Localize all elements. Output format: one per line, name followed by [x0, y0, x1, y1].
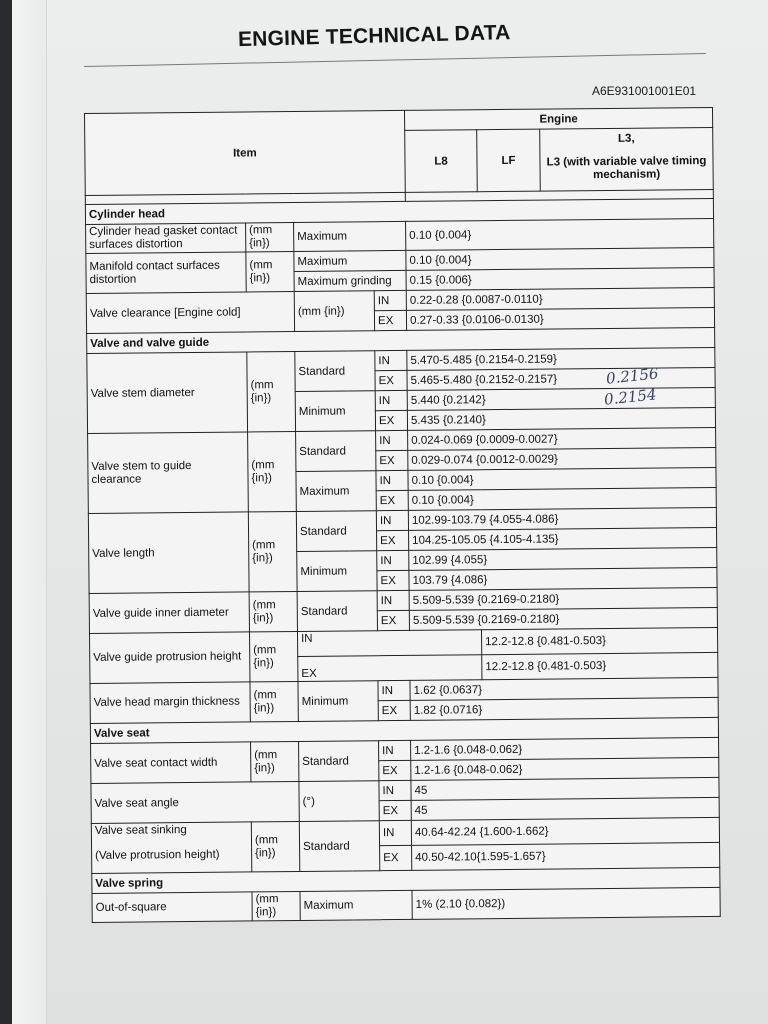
- lf-header: LF: [477, 129, 541, 192]
- condition-cell: Maximum: [300, 890, 412, 920]
- value-cell: 12.2-12.8 {0.481-0.503}: [482, 652, 718, 679]
- ex-label: EX: [379, 800, 411, 820]
- ex-label: EX: [379, 760, 411, 780]
- condition-cell: Standard: [297, 591, 377, 632]
- value-cell: 40.64-42.24 {1.600-1.662}: [411, 817, 719, 845]
- value-cell: 5.435 {0.2140}: [407, 407, 715, 430]
- in-label: IN: [379, 740, 411, 760]
- value-cell: 40.50-42.10{1.595-1.657}: [412, 842, 720, 870]
- condition-cell: Standard: [296, 511, 376, 552]
- section-valve-spring: Valve spring: [92, 867, 720, 893]
- section-valve-guide: Valve and valve guide: [87, 327, 715, 353]
- in-label: IN: [376, 510, 408, 530]
- in-label: IN: [377, 590, 409, 610]
- condition-cell: Standard: [296, 431, 376, 472]
- unit-cell: (mm {in}): [247, 351, 296, 431]
- value-cell: 103.79 {4.086}: [409, 567, 717, 590]
- item-valve-length: Valve length: [88, 512, 249, 594]
- value-cell: 5.509-5.539 {0.2169-0.2180}: [409, 607, 717, 630]
- value-cell: 1% (2.10 {0.082}): [412, 887, 720, 919]
- value-cell: 1.2-1.6 {0.048-0.062}: [411, 757, 719, 780]
- ex-label: EX: [377, 610, 409, 630]
- unit-cell: (°): [299, 781, 379, 822]
- condition-cell: Maximum: [294, 250, 406, 271]
- ex-label: EX: [376, 450, 408, 470]
- ex-label: EX: [376, 490, 408, 510]
- in-label: IN: [375, 390, 407, 410]
- item-head-margin: Valve head margin thickness: [90, 682, 250, 724]
- value-cell: 0.27-0.33 {0.0106-0.0130}: [406, 307, 714, 330]
- value-cell: 104.25-105.05 {4.105-4.135}: [409, 527, 717, 550]
- condition-cell: Maximum: [294, 221, 406, 251]
- l8-header: L8: [405, 130, 478, 193]
- in-label: IN: [297, 630, 481, 657]
- item-header: Item: [85, 110, 406, 195]
- unit-cell: (mm {in}): [248, 431, 297, 511]
- in-label: IN: [375, 350, 407, 370]
- value-cell: 0.029-0.074 {0.0012-0.0029}: [408, 447, 716, 470]
- item-out-of-square: Out-of-square: [92, 892, 252, 923]
- in-label: IN: [377, 550, 409, 570]
- ex-label: EX: [378, 700, 410, 720]
- in-label: IN: [379, 780, 411, 800]
- unit-cell: (mm {in}): [250, 681, 298, 721]
- value-cell: 5.470-5.485 {0.2154-0.2159}: [407, 347, 715, 370]
- ex-label: EX: [377, 530, 409, 550]
- value-cell: 1.2-1.6 {0.048-0.062}: [411, 737, 719, 760]
- section-cylinder-head: Cylinder head: [85, 198, 713, 224]
- condition-cell: Standard: [295, 351, 375, 392]
- condition-cell: Standard: [299, 821, 379, 872]
- in-label: IN: [376, 430, 408, 450]
- document-code: A6E931001001E01: [592, 84, 697, 98]
- ex-label: EX: [377, 570, 409, 590]
- condition-cell: Minimum: [295, 391, 375, 432]
- handwritten-note-ex: 0.2154: [603, 385, 658, 409]
- value-cell: 5.440 {0.2142}: [407, 387, 715, 410]
- item-gasket-distortion: Cylinder head gasket contact surfaces distortion: [86, 223, 246, 254]
- value-cell: 0.10 {0.004}: [408, 467, 716, 490]
- table-row: [92, 887, 720, 922]
- in-label: IN: [379, 820, 411, 845]
- condition-cell: Maximum: [296, 471, 376, 512]
- value-cell: 1.82 {0.0716}: [410, 697, 718, 720]
- seat-sinking-label: Valve seat sinking: [94, 824, 187, 837]
- item-seat-contact-width: Valve seat contact width: [91, 742, 251, 784]
- item-valve-stem-diameter: Valve stem diameter: [87, 352, 248, 434]
- unit-cell: (mm {in}): [246, 251, 294, 291]
- value-cell: 1.62 {0.0637}: [410, 677, 718, 700]
- condition-cell: Standard: [299, 741, 379, 782]
- value-cell: 0.10 {0.004}: [406, 218, 714, 250]
- ex-label: EX: [375, 410, 407, 430]
- item-seat-sinking: [91, 822, 251, 874]
- document-title: ENGINE TECHNICAL DATA: [237, 21, 511, 52]
- section-valve-seat: Valve seat: [90, 717, 718, 743]
- in-label: IN: [378, 680, 410, 700]
- item-guide-protrusion: Valve guide protrusion height: [89, 632, 249, 684]
- unit-cell: (mm {in}): [246, 222, 294, 251]
- value-cell: 45: [411, 777, 719, 800]
- seat-sinking-sublabel: (Valve protrusion height): [95, 848, 220, 862]
- value-cell: 0.15 {0.006}: [406, 267, 714, 290]
- unit-cell: (mm {in}): [251, 821, 299, 871]
- ex-label: EX: [374, 310, 406, 330]
- l3-header-top: L3,: [540, 127, 713, 148]
- engine-header: Engine: [405, 107, 713, 130]
- unit-cell: (mm {in}): [248, 511, 297, 591]
- item-guide-inner-diameter: Valve guide inner diameter: [89, 592, 249, 634]
- value-cell: 102.99 {4.055}: [409, 547, 717, 570]
- value-cell: 5.509-5.539 {0.2169-0.2180}: [409, 587, 717, 610]
- l3-header-bottom: L3 (with variable valve timing mechanism): [540, 147, 713, 191]
- value-cell: 5.465-5.480 {0.2152-0.2157}: [407, 367, 715, 390]
- ex-label: EX: [380, 845, 412, 870]
- page-binding-edge: [12, 0, 47, 1024]
- spec-table-wrapper: [84, 107, 721, 923]
- value-cell: 12.2-12.8 {0.481-0.503}: [482, 627, 718, 654]
- unit-cell: (mm {in}): [252, 891, 300, 920]
- ex-label: EX: [298, 655, 482, 682]
- value-cell: 45: [411, 797, 719, 820]
- engine-spec-table: [84, 107, 721, 923]
- ex-label: EX: [375, 370, 407, 390]
- unit-cell: (mm {in}): [249, 591, 297, 631]
- condition-cell: Maximum grinding: [294, 270, 406, 291]
- in-label: IN: [374, 290, 406, 310]
- condition-cell: Minimum: [298, 681, 378, 722]
- value-cell: 0.10 {0.004}: [406, 247, 714, 270]
- handwritten-note-in: 0.2156: [605, 364, 660, 388]
- item-seat-angle: Valve seat angle: [91, 781, 299, 823]
- item-stem-guide-clearance: Valve stem to guide clearance: [88, 432, 249, 514]
- value-cell: 102.99-103.79 {4.055-4.086}: [408, 507, 716, 530]
- value-cell: 0.22-0.28 {0.0087-0.0110}: [406, 287, 714, 310]
- item-manifold-distortion: Manifold contact surfaces distortion: [86, 252, 246, 294]
- unit-cell: (mm {in}): [294, 291, 374, 332]
- condition-cell: Minimum: [297, 551, 377, 592]
- item-valve-clearance: Valve clearance [Engine cold]: [86, 291, 294, 333]
- unit-cell: (mm {in}): [249, 631, 297, 681]
- unit-cell: (mm {in}): [251, 741, 299, 781]
- in-label: IN: [376, 470, 408, 490]
- value-cell: 0.024-0.069 {0.0009-0.0027}: [408, 427, 716, 450]
- value-cell: 0.10 {0.004}: [408, 487, 716, 510]
